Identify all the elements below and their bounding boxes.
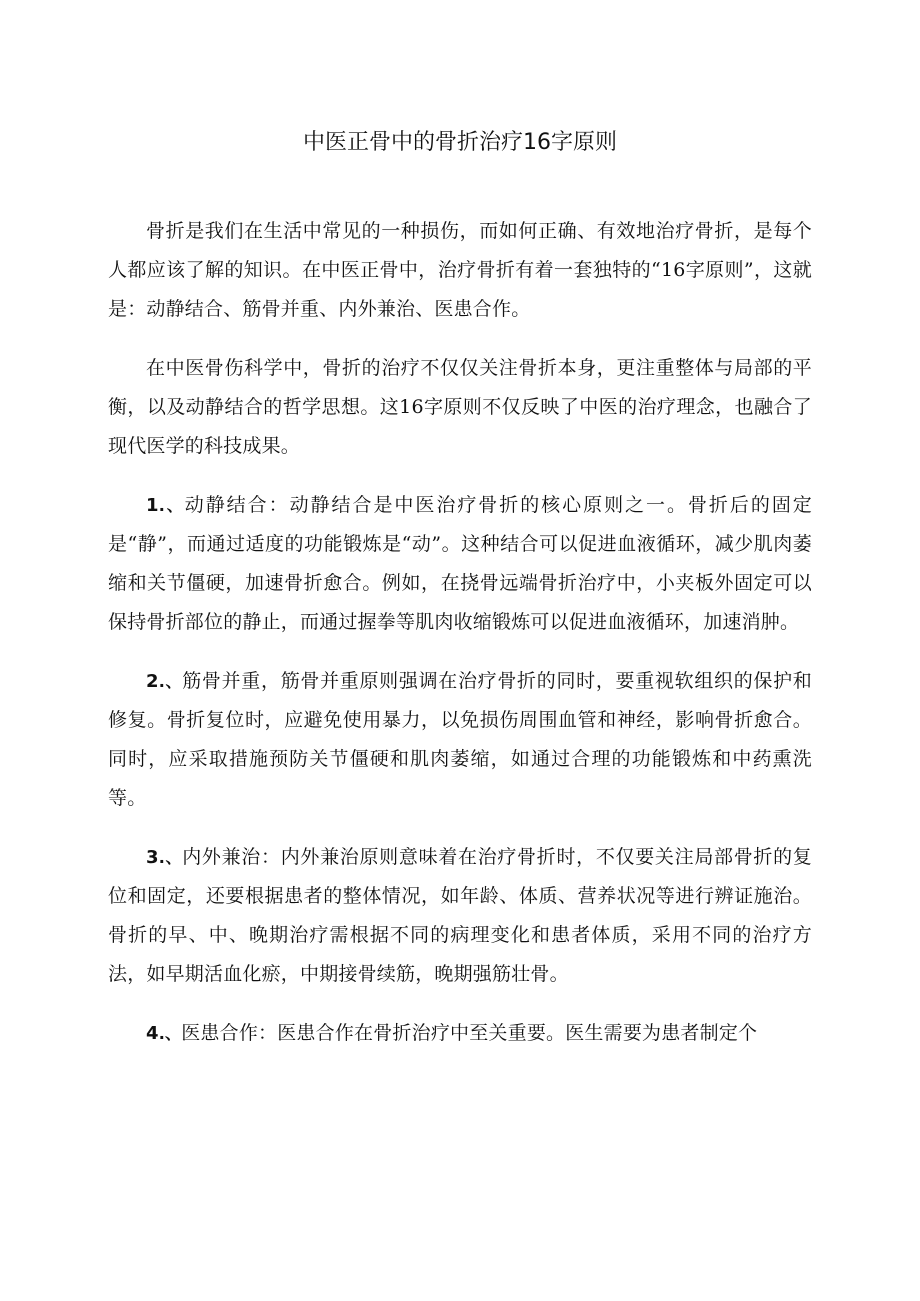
principle-4-paragraph — [108, 1014, 812, 1053]
principle-number: 3 — [146, 847, 159, 868]
document-body — [108, 212, 812, 1073]
paragraph-text: 筋骨并重，筋骨并重原则强调在治疗骨折的同时，要重视软组织的保护和修复。骨折复位时，应避免使用暴力，以免损伤周围血管和神经，影响骨折愈合。同时，应采取措施预防关节僵硬和肌肉萎缩，如通过合理的功能锻炼和中药熏洗等。 — [108, 670, 813, 809]
paragraph-text: 内外兼治：内外兼治原则意味着在治疗骨折时，不仅要关注局部骨折的复位和固定，还要根据患者的整体情况，如年龄、体质、营养状况等进行辨证施治。骨折的早、中、晚期治疗需根据不同的病理变化和患者体质，采用不同的治疗方法，如早期活血化瘀，中期接骨续筋，晚期强筋壮骨。 — [108, 846, 813, 985]
principle-number: 2 — [146, 671, 159, 692]
principle-marker: .、 — [158, 496, 185, 515]
principle-3-paragraph — [108, 838, 812, 994]
paragraph-text: 骨折是我们在生活中常见的一种损伤，而如何正确、有效地治疗骨折，是每个人都应该了解的知识。在中医正骨中，治疗骨折有着一套独特的“16字原则”，这就是：动静结合、筋骨并重、内外兼治、医患合作。 — [108, 220, 812, 320]
principle-marker: .、 — [158, 1024, 182, 1043]
context-paragraph — [108, 349, 812, 466]
principle-marker: .、 — [158, 848, 183, 867]
principle-number: 4 — [146, 1023, 159, 1044]
document-title: 中医正骨中的骨折治疗16字原则 — [303, 130, 617, 155]
principle-number: 1 — [146, 495, 159, 516]
paragraph-text: 医患合作：医患合作在骨折治疗中至关重要。医生需要为患者制定个 — [181, 1022, 758, 1044]
intro-paragraph — [108, 212, 812, 329]
principle-1-paragraph — [108, 486, 812, 642]
principle-2-paragraph — [108, 662, 812, 818]
paragraph-text: 在中医骨伤科学中，骨折的治疗不仅仅关注骨折本身，更注重整体与局部的平衡，以及动静结合的哲学思想。这16字原则不仅反映了中医的治疗理念，也融合了现代医学的科技成果。 — [108, 357, 812, 457]
principle-marker: .、 — [158, 672, 183, 691]
paragraph-text: 动静结合：动静结合是中医治疗骨折的核心原则之一。骨折后的固定是“静”，而通过适度的功能锻炼是“动”。这种结合可以促进血液循环，减少肌肉萎缩和关节僵硬，加速骨折愈合。例如，在挠骨远端骨折治疗中，小夹板外固定可以保持骨折部位的静止，而通过握拳等肌肉收缩锻炼可以促进血液循环，加速消肿。 — [108, 494, 812, 633]
